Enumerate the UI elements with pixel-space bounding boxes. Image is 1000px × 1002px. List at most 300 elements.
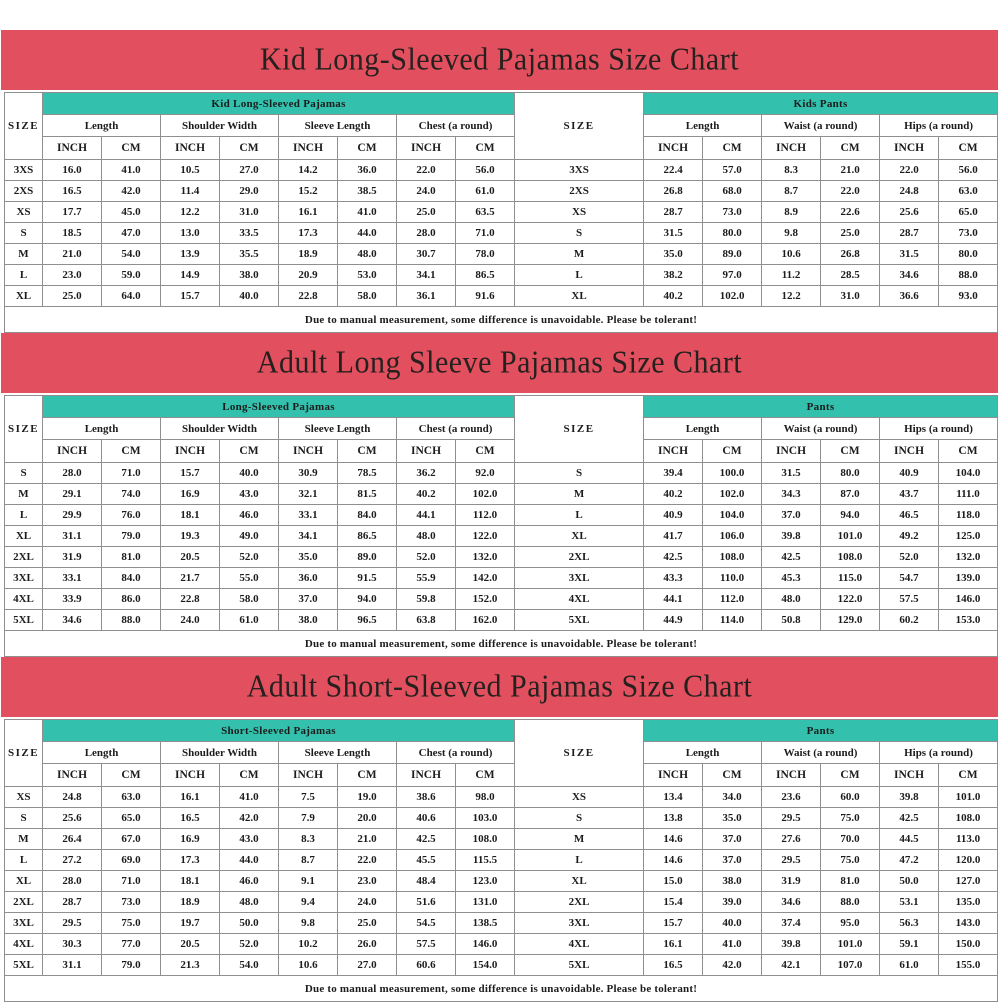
value-cell: 14.6 — [644, 829, 703, 850]
value-cell: 31.5 — [762, 463, 821, 484]
value-cell: 132.0 — [456, 547, 515, 568]
unit-header: CM — [703, 764, 762, 787]
value-cell: 40.6 — [397, 808, 456, 829]
value-cell: 154.0 — [456, 955, 515, 976]
value-cell: 42.5 — [644, 547, 703, 568]
unit-header: INCH — [397, 764, 456, 787]
value-cell: 16.9 — [161, 829, 220, 850]
value-cell: 57.0 — [703, 160, 762, 181]
value-cell: 45.0 — [102, 202, 161, 223]
value-cell: 75.0 — [821, 808, 880, 829]
unit-header: INCH — [161, 764, 220, 787]
measurement-group-header: Length — [43, 115, 161, 137]
value-cell: 25.0 — [338, 913, 397, 934]
value-cell: 21.3 — [161, 955, 220, 976]
measurement-group-header: Hips (a round) — [880, 418, 998, 440]
value-cell: 123.0 — [456, 871, 515, 892]
unit-header: CM — [456, 440, 515, 463]
value-cell: 96.5 — [338, 610, 397, 631]
value-cell: 27.0 — [220, 160, 279, 181]
value-cell: 139.0 — [939, 568, 998, 589]
measurement-group-header: Chest (a round) — [397, 115, 515, 137]
value-cell: 94.0 — [338, 589, 397, 610]
value-cell: 22.8 — [279, 286, 338, 307]
value-cell: 33.1 — [279, 505, 338, 526]
value-cell: 37.4 — [762, 913, 821, 934]
value-cell: 28.0 — [43, 463, 102, 484]
value-cell: 80.0 — [939, 244, 998, 265]
size-cell: M — [5, 829, 43, 850]
value-cell: 48.0 — [220, 892, 279, 913]
value-cell: 73.0 — [703, 202, 762, 223]
value-cell: 14.6 — [644, 850, 703, 871]
value-cell: 92.0 — [456, 463, 515, 484]
table-row — [5, 181, 998, 202]
value-cell: 74.0 — [102, 484, 161, 505]
value-cell: 48.0 — [762, 589, 821, 610]
value-cell: 78.5 — [338, 463, 397, 484]
table-header-row — [5, 93, 998, 115]
value-cell: 9.1 — [279, 871, 338, 892]
table-row — [5, 265, 998, 286]
size-cell: XS — [515, 787, 644, 808]
value-cell: 28.0 — [43, 871, 102, 892]
table-header-row — [5, 720, 998, 742]
value-cell: 34.0 — [703, 787, 762, 808]
table-header-row — [5, 396, 998, 418]
size-column-header: SIZE — [515, 396, 644, 463]
value-cell: 71.0 — [102, 871, 161, 892]
size-cell: XL — [5, 526, 43, 547]
measurement-group-header: Shoulder Width — [161, 742, 279, 764]
value-cell: 79.0 — [102, 955, 161, 976]
value-cell: 25.0 — [43, 286, 102, 307]
value-cell: 146.0 — [456, 934, 515, 955]
value-cell: 107.0 — [821, 955, 880, 976]
value-cell: 33.1 — [43, 568, 102, 589]
value-cell: 58.0 — [220, 589, 279, 610]
value-cell: 18.1 — [161, 505, 220, 526]
value-cell: 112.0 — [456, 505, 515, 526]
value-cell: 79.0 — [102, 526, 161, 547]
value-cell: 111.0 — [939, 484, 998, 505]
value-cell: 42.5 — [397, 829, 456, 850]
table-row — [5, 568, 998, 589]
value-cell: 48.0 — [397, 526, 456, 547]
disclaimer-text: Due to manual measurement, some difference is unavoidable. Please be tolerant! — [5, 307, 998, 333]
value-cell: 15.7 — [644, 913, 703, 934]
value-cell: 16.1 — [279, 202, 338, 223]
size-cell: 5XL — [5, 610, 43, 631]
value-cell: 27.0 — [338, 955, 397, 976]
value-cell: 19.3 — [161, 526, 220, 547]
size-cell: 2XS — [515, 181, 644, 202]
unit-header: INCH — [880, 764, 939, 787]
value-cell: 56.0 — [939, 160, 998, 181]
unit-header: CM — [821, 137, 880, 160]
value-cell: 40.9 — [880, 463, 939, 484]
value-cell: 153.0 — [939, 610, 998, 631]
unit-header: CM — [939, 440, 998, 463]
value-cell: 65.0 — [939, 202, 998, 223]
table-row — [5, 913, 998, 934]
value-cell: 8.7 — [762, 181, 821, 202]
units-row — [5, 137, 998, 160]
value-cell: 41.0 — [220, 787, 279, 808]
value-cell: 40.0 — [703, 913, 762, 934]
value-cell: 35.0 — [703, 808, 762, 829]
value-cell: 81.0 — [102, 547, 161, 568]
value-cell: 71.0 — [102, 463, 161, 484]
size-cell: M — [515, 244, 644, 265]
size-cell: S — [5, 223, 43, 244]
unit-header: INCH — [762, 440, 821, 463]
value-cell: 63.0 — [102, 787, 161, 808]
value-cell: 31.5 — [880, 244, 939, 265]
value-cell: 142.0 — [456, 568, 515, 589]
value-cell: 9.8 — [762, 223, 821, 244]
value-cell: 22.0 — [880, 160, 939, 181]
size-cell: S — [5, 808, 43, 829]
value-cell: 86.5 — [338, 526, 397, 547]
size-cell: 5XL — [515, 610, 644, 631]
value-cell: 36.1 — [397, 286, 456, 307]
value-cell: 102.0 — [703, 286, 762, 307]
value-cell: 10.5 — [161, 160, 220, 181]
value-cell: 25.6 — [880, 202, 939, 223]
value-cell: 43.7 — [880, 484, 939, 505]
value-cell: 50.8 — [762, 610, 821, 631]
measurement-group-header: Shoulder Width — [161, 418, 279, 440]
table-row — [5, 787, 998, 808]
value-cell: 18.1 — [161, 871, 220, 892]
value-cell: 73.0 — [102, 892, 161, 913]
value-cell: 47.2 — [880, 850, 939, 871]
value-cell: 65.0 — [102, 808, 161, 829]
value-cell: 115.0 — [821, 568, 880, 589]
value-cell: 44.0 — [220, 850, 279, 871]
section-title-banner — [1, 333, 998, 393]
unit-header: CM — [939, 137, 998, 160]
value-cell: 47.0 — [102, 223, 161, 244]
value-cell: 104.0 — [703, 505, 762, 526]
value-cell: 36.2 — [397, 463, 456, 484]
value-cell: 54.7 — [880, 568, 939, 589]
value-cell: 12.2 — [161, 202, 220, 223]
table-row — [5, 610, 998, 631]
unit-header: INCH — [279, 764, 338, 787]
value-cell: 104.0 — [939, 463, 998, 484]
value-cell: 35.0 — [279, 547, 338, 568]
value-cell: 34.6 — [43, 610, 102, 631]
measurement-group-header: Length — [644, 115, 762, 137]
value-cell: 89.0 — [338, 547, 397, 568]
size-table — [4, 92, 998, 333]
value-cell: 35.5 — [220, 244, 279, 265]
value-cell: 38.0 — [220, 265, 279, 286]
value-cell: 19.0 — [338, 787, 397, 808]
unit-header: INCH — [279, 137, 338, 160]
value-cell: 101.0 — [821, 526, 880, 547]
garment-table-header: Kid Long-Sleeved Pajamas — [43, 93, 515, 115]
size-cell: L — [515, 265, 644, 286]
measurement-group-header: Waist (a round) — [762, 418, 880, 440]
value-cell: 40.9 — [644, 505, 703, 526]
value-cell: 71.0 — [456, 223, 515, 244]
size-cell: 2XS — [5, 181, 43, 202]
value-cell: 42.5 — [762, 547, 821, 568]
value-cell: 36.6 — [880, 286, 939, 307]
value-cell: 7.9 — [279, 808, 338, 829]
value-cell: 152.0 — [456, 589, 515, 610]
value-cell: 100.0 — [703, 463, 762, 484]
value-cell: 25.6 — [43, 808, 102, 829]
size-column-header: SIZE — [5, 93, 43, 160]
size-cell: XS — [5, 787, 43, 808]
value-cell: 77.0 — [102, 934, 161, 955]
units-row — [5, 440, 998, 463]
value-cell: 20.5 — [161, 934, 220, 955]
value-cell: 61.0 — [456, 181, 515, 202]
value-cell: 34.6 — [880, 265, 939, 286]
value-cell: 60.2 — [880, 610, 939, 631]
unit-header: INCH — [880, 440, 939, 463]
value-cell: 40.2 — [644, 286, 703, 307]
value-cell: 28.5 — [821, 265, 880, 286]
size-chart-sections — [0, 30, 1000, 1002]
value-cell: 33.5 — [220, 223, 279, 244]
unit-header: CM — [220, 440, 279, 463]
value-cell: 29.5 — [762, 808, 821, 829]
value-cell: 41.7 — [644, 526, 703, 547]
value-cell: 150.0 — [939, 934, 998, 955]
value-cell: 35.0 — [644, 244, 703, 265]
value-cell: 98.0 — [456, 787, 515, 808]
value-cell: 89.0 — [703, 244, 762, 265]
value-cell: 39.8 — [880, 787, 939, 808]
value-cell: 34.1 — [397, 265, 456, 286]
size-table — [4, 719, 998, 1002]
value-cell: 88.0 — [102, 610, 161, 631]
value-cell: 59.8 — [397, 589, 456, 610]
value-cell: 86.0 — [102, 589, 161, 610]
garment-table-header: Long-Sleeved Pajamas — [43, 396, 515, 418]
value-cell: 38.6 — [397, 787, 456, 808]
value-cell: 54.0 — [220, 955, 279, 976]
disclaimer-row — [5, 631, 998, 657]
value-cell: 26.8 — [821, 244, 880, 265]
value-cell: 125.0 — [939, 526, 998, 547]
value-cell: 34.3 — [762, 484, 821, 505]
size-cell: 2XL — [5, 547, 43, 568]
value-cell: 54.0 — [102, 244, 161, 265]
value-cell: 31.0 — [821, 286, 880, 307]
value-cell: 30.9 — [279, 463, 338, 484]
value-cell: 16.0 — [43, 160, 102, 181]
value-cell: 88.0 — [939, 265, 998, 286]
value-cell: 20.0 — [338, 808, 397, 829]
value-cell: 42.0 — [220, 808, 279, 829]
value-cell: 37.0 — [703, 850, 762, 871]
value-cell: 60.6 — [397, 955, 456, 976]
value-cell: 8.3 — [279, 829, 338, 850]
value-cell: 101.0 — [939, 787, 998, 808]
value-cell: 16.5 — [161, 808, 220, 829]
value-cell: 70.0 — [821, 829, 880, 850]
size-cell: M — [515, 829, 644, 850]
value-cell: 25.0 — [821, 223, 880, 244]
value-cell: 115.5 — [456, 850, 515, 871]
unit-header: CM — [703, 137, 762, 160]
value-cell: 31.0 — [220, 202, 279, 223]
value-cell: 52.0 — [220, 547, 279, 568]
unit-header: INCH — [161, 440, 220, 463]
table-row — [5, 244, 998, 265]
value-cell: 16.1 — [161, 787, 220, 808]
size-cell: 4XL — [515, 934, 644, 955]
value-cell: 39.8 — [762, 934, 821, 955]
unit-header: INCH — [880, 137, 939, 160]
value-cell: 132.0 — [939, 547, 998, 568]
size-cell: 3XL — [5, 913, 43, 934]
value-cell: 21.0 — [43, 244, 102, 265]
value-cell: 14.9 — [161, 265, 220, 286]
measurement-group-row — [5, 742, 998, 764]
value-cell: 16.1 — [644, 934, 703, 955]
value-cell: 20.9 — [279, 265, 338, 286]
value-cell: 22.0 — [338, 850, 397, 871]
value-cell: 19.7 — [161, 913, 220, 934]
unit-header: INCH — [397, 137, 456, 160]
units-row — [5, 764, 998, 787]
value-cell: 108.0 — [703, 547, 762, 568]
value-cell: 16.5 — [43, 181, 102, 202]
value-cell: 44.9 — [644, 610, 703, 631]
section-title-banner — [1, 30, 998, 90]
value-cell: 29.9 — [43, 505, 102, 526]
size-cell: S — [515, 808, 644, 829]
value-cell: 13.0 — [161, 223, 220, 244]
value-cell: 58.0 — [338, 286, 397, 307]
value-cell: 97.0 — [703, 265, 762, 286]
value-cell: 49.2 — [880, 526, 939, 547]
unit-header: CM — [102, 440, 161, 463]
unit-header: CM — [821, 440, 880, 463]
size-cell: XL — [5, 286, 43, 307]
value-cell: 40.0 — [220, 286, 279, 307]
size-cell: L — [515, 850, 644, 871]
unit-header: CM — [102, 764, 161, 787]
value-cell: 12.2 — [762, 286, 821, 307]
value-cell: 44.0 — [338, 223, 397, 244]
value-cell: 30.7 — [397, 244, 456, 265]
value-cell: 10.6 — [762, 244, 821, 265]
value-cell: 15.7 — [161, 463, 220, 484]
table-row — [5, 505, 998, 526]
table-row — [5, 463, 998, 484]
size-cell: S — [515, 463, 644, 484]
value-cell: 93.0 — [939, 286, 998, 307]
value-cell: 43.0 — [220, 484, 279, 505]
measurement-group-row — [5, 115, 998, 137]
value-cell: 75.0 — [102, 913, 161, 934]
measurement-group-header: Chest (a round) — [397, 742, 515, 764]
value-cell: 14.2 — [279, 160, 338, 181]
value-cell: 53.1 — [880, 892, 939, 913]
section-title: Kid Long-Sleeved Pajamas Size Chart — [259, 41, 740, 77]
table-row — [5, 202, 998, 223]
value-cell: 26.8 — [644, 181, 703, 202]
value-cell: 28.7 — [43, 892, 102, 913]
size-cell: S — [515, 223, 644, 244]
measurement-group-row — [5, 418, 998, 440]
value-cell: 135.0 — [939, 892, 998, 913]
value-cell: 42.1 — [762, 955, 821, 976]
value-cell: 26.4 — [43, 829, 102, 850]
value-cell: 36.0 — [279, 568, 338, 589]
value-cell: 37.0 — [762, 505, 821, 526]
value-cell: 95.0 — [821, 913, 880, 934]
measurement-group-header: Sleeve Length — [279, 115, 397, 137]
table-row — [5, 808, 998, 829]
value-cell: 8.7 — [279, 850, 338, 871]
value-cell: 63.0 — [939, 181, 998, 202]
value-cell: 64.0 — [102, 286, 161, 307]
value-cell: 22.6 — [821, 202, 880, 223]
measurement-group-header: Shoulder Width — [161, 115, 279, 137]
disclaimer-row — [5, 976, 998, 1002]
value-cell: 31.9 — [762, 871, 821, 892]
value-cell: 15.7 — [161, 286, 220, 307]
value-cell: 15.0 — [644, 871, 703, 892]
table-row — [5, 850, 998, 871]
value-cell: 38.5 — [338, 181, 397, 202]
value-cell: 33.9 — [43, 589, 102, 610]
value-cell: 8.3 — [762, 160, 821, 181]
value-cell: 155.0 — [939, 955, 998, 976]
value-cell: 28.7 — [880, 223, 939, 244]
value-cell: 59.1 — [880, 934, 939, 955]
value-cell: 50.0 — [880, 871, 939, 892]
value-cell: 11.4 — [161, 181, 220, 202]
value-cell: 45.3 — [762, 568, 821, 589]
value-cell: 23.0 — [338, 871, 397, 892]
size-cell: 3XS — [515, 160, 644, 181]
value-cell: 67.0 — [102, 829, 161, 850]
size-cell: 3XS — [5, 160, 43, 181]
section-title: Adult Long Sleeve Pajamas Size Chart — [256, 344, 743, 380]
size-column-header: SIZE — [515, 93, 644, 160]
measurement-group-header: Length — [644, 742, 762, 764]
value-cell: 27.6 — [762, 829, 821, 850]
value-cell: 52.0 — [880, 547, 939, 568]
value-cell: 52.0 — [397, 547, 456, 568]
size-cell: 4XL — [5, 934, 43, 955]
value-cell: 49.0 — [220, 526, 279, 547]
size-cell: 3XL — [5, 568, 43, 589]
value-cell: 101.0 — [821, 934, 880, 955]
value-cell: 87.0 — [821, 484, 880, 505]
size-cell: XS — [5, 202, 43, 223]
value-cell: 131.0 — [456, 892, 515, 913]
value-cell: 28.7 — [644, 202, 703, 223]
value-cell: 39.8 — [762, 526, 821, 547]
value-cell: 16.9 — [161, 484, 220, 505]
disclaimer-row — [5, 307, 998, 333]
value-cell: 9.4 — [279, 892, 338, 913]
value-cell: 39.0 — [703, 892, 762, 913]
unit-header: CM — [102, 137, 161, 160]
